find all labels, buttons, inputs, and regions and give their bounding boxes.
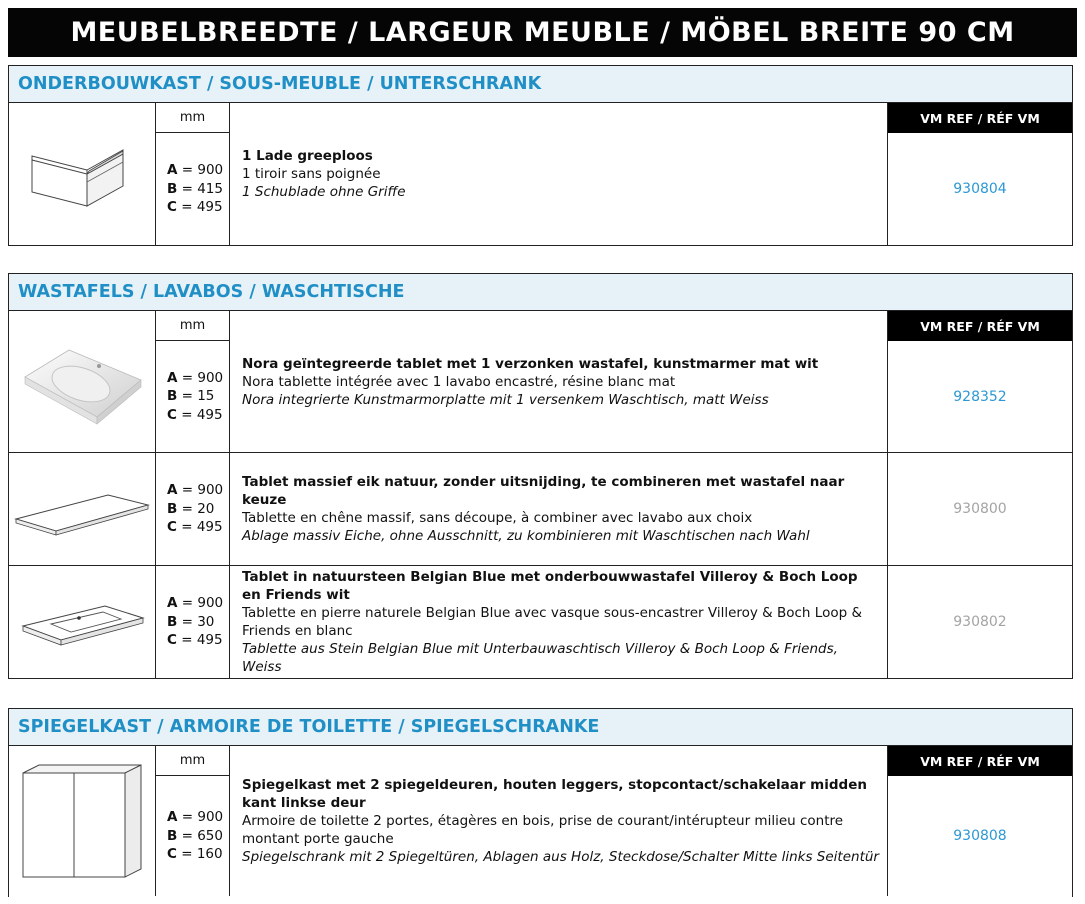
product-image-cabinet — [9, 103, 156, 245]
product-row — [9, 453, 1072, 566]
dim-a: 900 — [197, 482, 224, 499]
dimensions-cell — [156, 453, 230, 565]
product-row — [9, 103, 1072, 245]
description-fr: 1 tiroir sans poignée — [242, 166, 381, 182]
description-cell — [230, 746, 888, 896]
dimensions-cell — [156, 746, 230, 896]
ref-number[interactable]: 928352 — [953, 388, 1007, 405]
dim-a: 900 — [197, 369, 224, 386]
section-heading: SPIEGELKAST / ARMOIRE DE TOILETTE / SPIEGELSCHRANKE — [9, 709, 1072, 746]
dim-c: 495 — [196, 406, 223, 423]
dim-b: 650 — [197, 827, 223, 844]
dimensions: A = 900 B = 20 C = 495 — [167, 482, 224, 536]
dim-c: 495 — [196, 632, 223, 649]
description-nl: Spiegelkast met 2 spiegeldeuren, houten leggers, stopcontact/schakelaar midden kant linkse deur — [242, 777, 867, 811]
dimensions-cell — [156, 311, 230, 452]
description-de: Spiegelschrank mit 2 Spiegeltüren, Ablagen aus Holz, Steckdose/Schalter Mitte links Seitentür — [242, 849, 879, 865]
description-cell — [230, 103, 888, 245]
description-nl: Nora geïntegreerde tablet met 1 verzonken wastafel, kunstmarmer mat wit — [242, 355, 819, 372]
dim-b: 15 — [197, 388, 215, 405]
dimensions: A = 900 B = 650 C = 160 — [167, 809, 224, 863]
description-nl: 1 Lade greeploos — [242, 148, 373, 164]
product-row — [9, 311, 1072, 453]
reference-cell — [888, 453, 1072, 565]
dimensions: A = 900 B = 415 C = 495 — [167, 162, 224, 216]
unit-label: mm — [156, 746, 229, 776]
dim-a: 900 — [197, 595, 224, 612]
unit-label: mm — [156, 103, 229, 133]
reference-cell — [888, 746, 1072, 896]
section-washbasins — [8, 273, 1073, 679]
description-de: Tablette aus Stein Belgian Blue mit Unterbauwaschtisch Villeroy & Boch Loop & Friends, Weiss — [242, 641, 838, 675]
dim-c: 495 — [196, 519, 223, 536]
description-de: Nora integrierte Kunstmarmorplatte mit 1 versenkem Waschtisch, matt Weiss — [242, 391, 769, 408]
dim-b: 30 — [197, 613, 215, 630]
dimensions: A = 900 B = 15 C = 495 — [167, 369, 224, 423]
section-heading: ONDERBOUWKAST / SOUS-MEUBLE / UNTERSCHRANK — [9, 66, 1072, 103]
dim-c: 160 — [196, 846, 223, 863]
product-image-washbasin — [9, 311, 156, 452]
dim-b: 415 — [197, 180, 223, 197]
dim-b: 20 — [197, 500, 215, 517]
description-de: Ablage massiv Eiche, ohne Ausschnitt, zu kombinieren mit Waschtischen nach Wahl — [242, 528, 810, 544]
product-image-mirror-cabinet — [9, 746, 156, 896]
ref-header: VM REF / RÉF VM — [888, 103, 1072, 133]
ref-header: VM REF / RÉF VM — [888, 311, 1072, 341]
description-cell — [230, 311, 888, 452]
product-image-oak-top — [9, 453, 156, 565]
product-row — [9, 566, 1072, 678]
ref-number[interactable]: 930808 — [953, 828, 1007, 844]
dimensions-cell — [156, 103, 230, 245]
unit-label: mm — [156, 311, 229, 341]
dim-a: 900 — [197, 809, 224, 826]
section-heading: WASTAFELS / LAVABOS / WASCHTISCHE — [9, 274, 1072, 311]
ref-number[interactable]: 930800 — [953, 501, 1007, 517]
dimensions-cell — [156, 566, 230, 678]
product-image-stone-top — [9, 566, 156, 678]
description-fr: Nora tablette intégrée avec 1 lavabo encastré, résine blanc mat — [242, 373, 676, 390]
description-cell — [230, 566, 888, 678]
dimensions: A = 900 B = 30 C = 495 — [167, 595, 224, 649]
ref-number[interactable]: 930802 — [953, 614, 1007, 630]
description-fr: Tablette en pierre naturele Belgian Blue avec vasque sous-encastrer Villeroy & Boch Loop & Friends en blanc — [242, 605, 862, 639]
ref-number[interactable]: 930804 — [953, 181, 1007, 197]
description-nl: Tablet in natuursteen Belgian Blue met onderbouwwastafel Villeroy & Boch Loop en Friends wit — [242, 569, 858, 603]
reference-cell — [888, 103, 1072, 245]
dim-a: 900 — [197, 162, 224, 179]
reference-cell — [888, 311, 1072, 452]
page-title: MEUBELBREEDTE / LARGEUR MEUBLE / MÖBEL BREITE 90 CM — [8, 8, 1077, 57]
description-cell — [230, 453, 888, 565]
reference-cell — [888, 566, 1072, 678]
product-row — [9, 746, 1072, 896]
dim-c: 495 — [196, 199, 223, 216]
description-nl: Tablet massief eik natuur, zonder uitsnijding, te combineren met wastafel naar keuze — [242, 474, 845, 508]
ref-header: VM REF / RÉF VM — [888, 746, 1072, 776]
section-mirror-cabinet — [8, 708, 1073, 897]
description-fr: Tablette en chêne massif, sans découpe, à combiner avec lavabo aux choix — [242, 510, 753, 526]
section-under-cabinet — [8, 65, 1073, 246]
description-fr: Armoire de toilette 2 portes, étagères en bois, prise de courant/intérupteur milieu contre montant porte gauche — [242, 813, 844, 847]
description-de: 1 Schublade ohne Griffe — [242, 184, 406, 200]
